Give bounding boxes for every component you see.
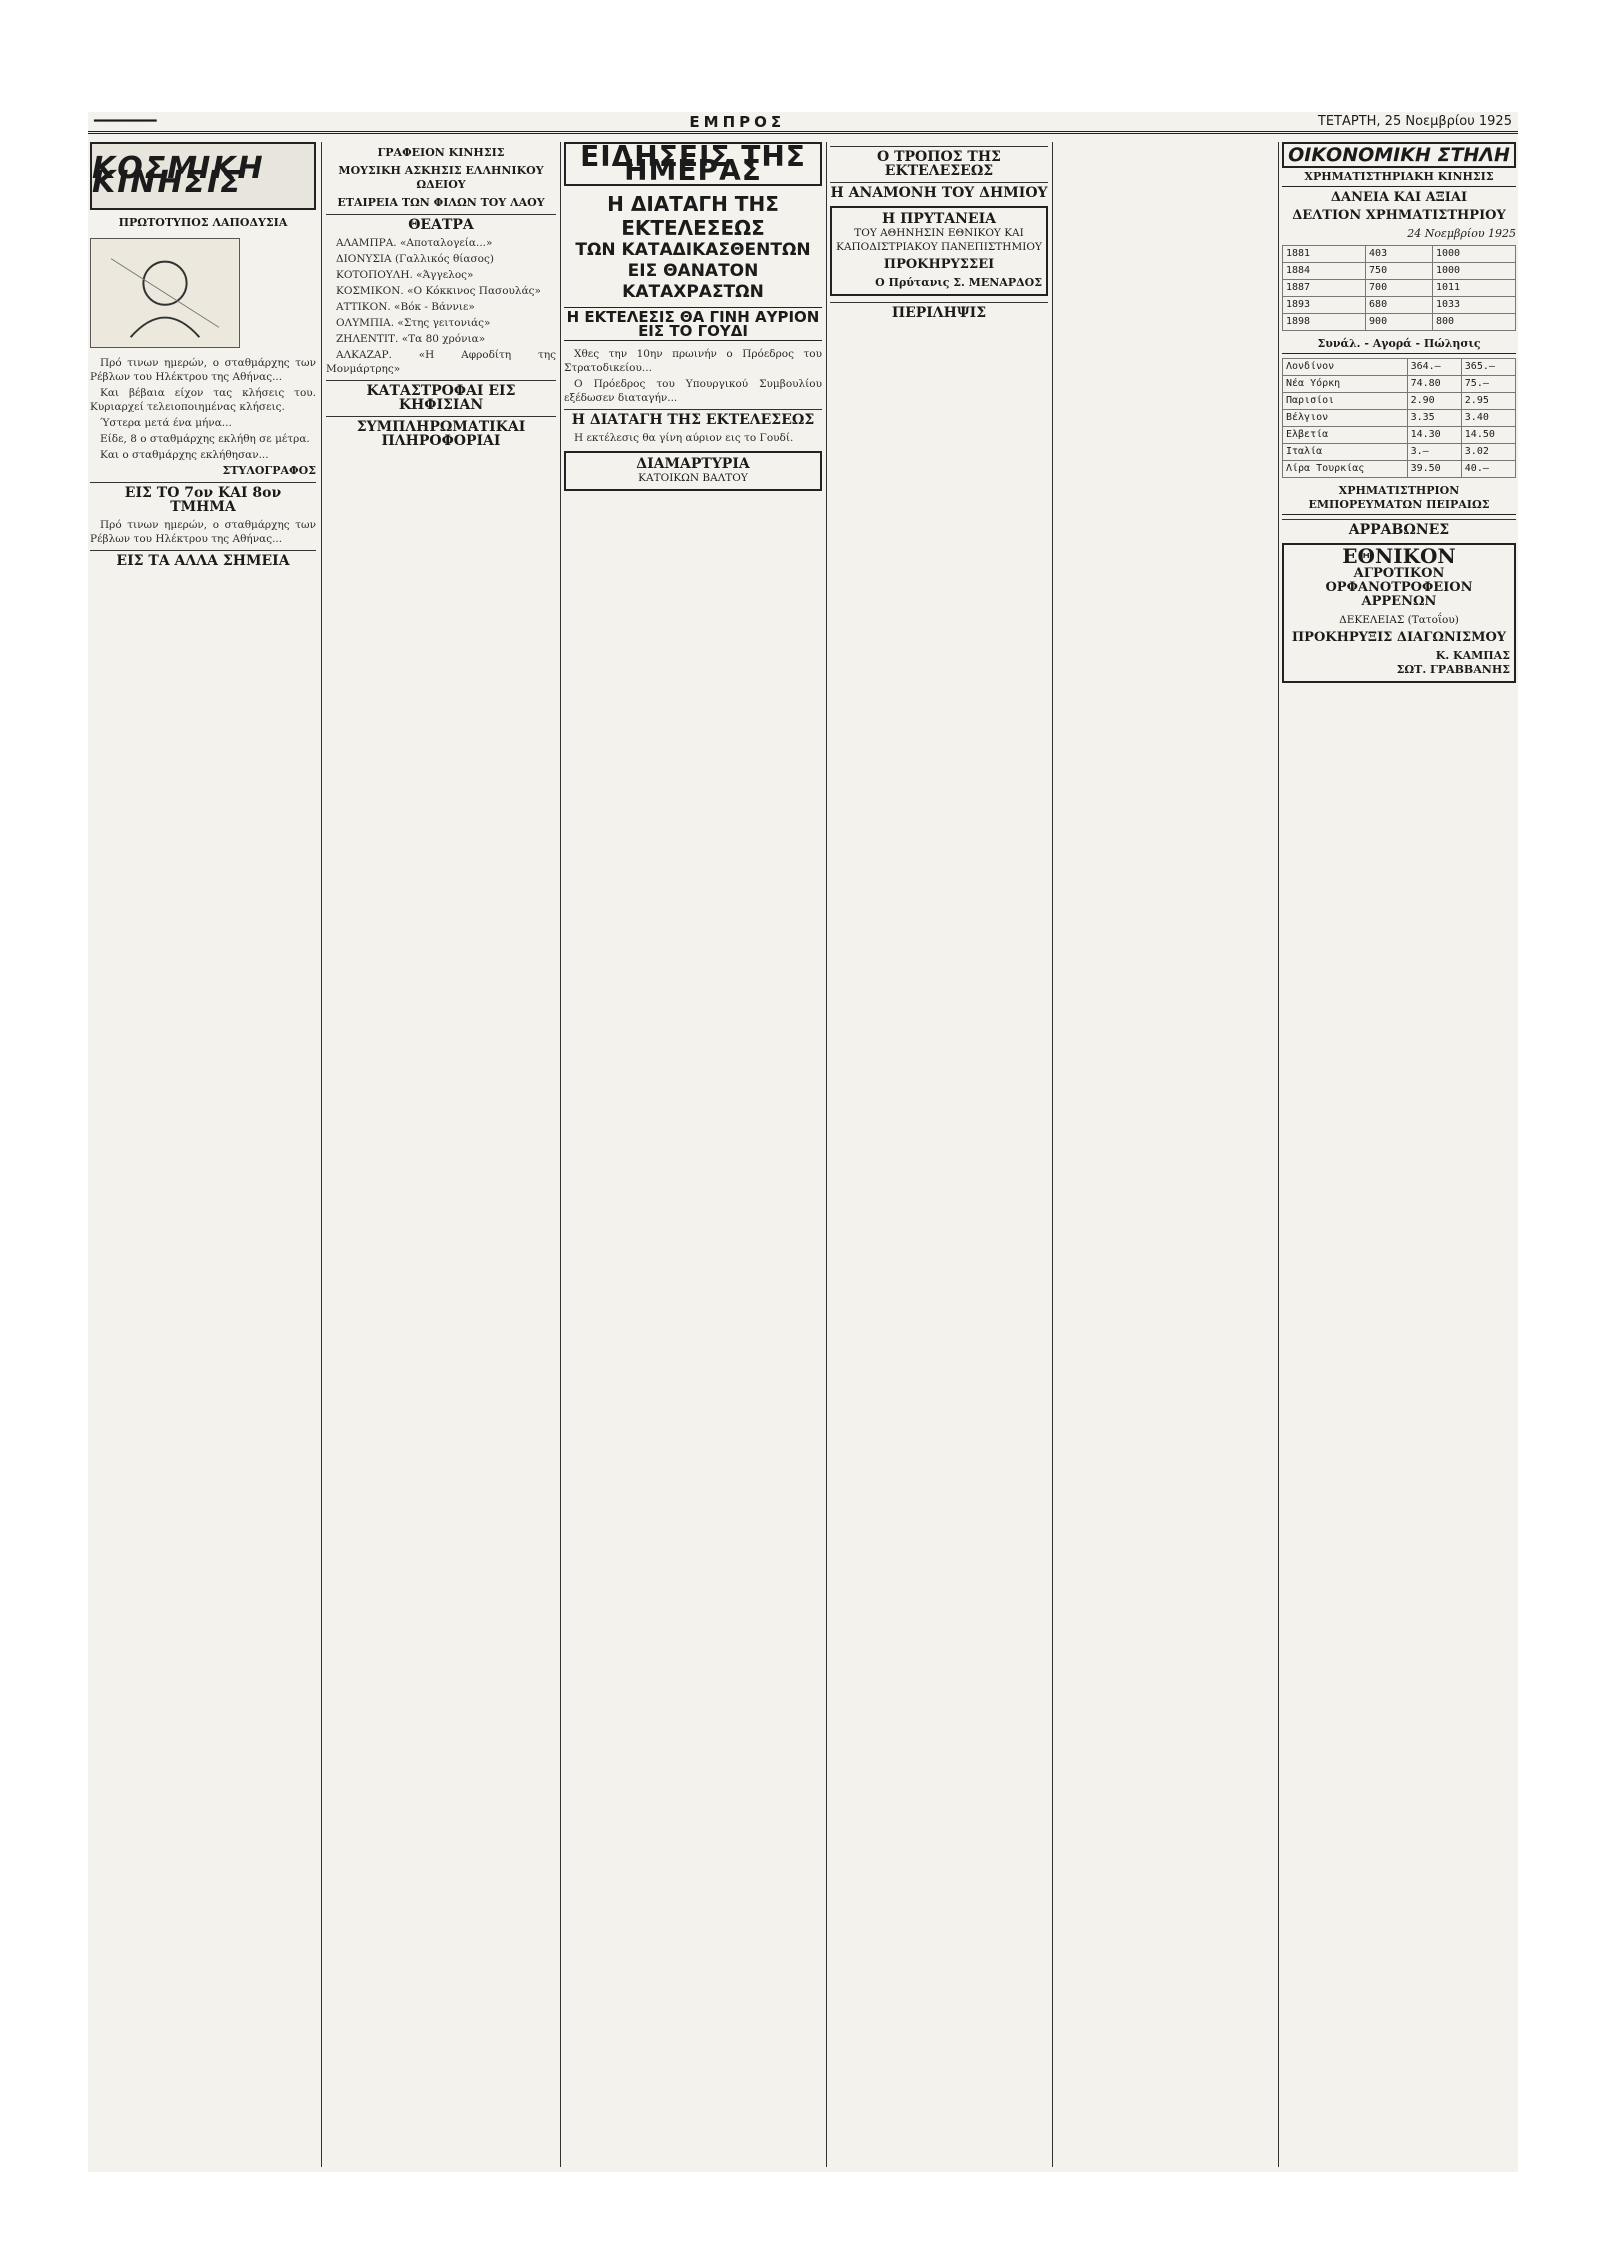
illustration-image bbox=[90, 238, 240, 348]
theatre-item: ΚΟΣΜΙΚΟΝ. «Ο Κόκκινος Πασουλάς» bbox=[336, 285, 541, 297]
column-execution bbox=[830, 142, 1048, 2167]
protest-box-title: ΔΙΑΜΑΡΤΥΡΙΑ bbox=[636, 456, 750, 472]
briefs-head: ΕΤΑΙΡΕΙΑ ΤΩΝ ΦΙΛΩΝ ΤΟΥ ΛΑΟΥ bbox=[337, 196, 545, 209]
currency-table-head: Συνάλ. - Αγορά - Πώλησις bbox=[1282, 335, 1516, 354]
table-row: Παρισίοι 2.90 2.95 bbox=[1283, 393, 1516, 410]
society-signature: ΣΤΥΛΟΓΡΑΦΟΣ bbox=[222, 464, 316, 477]
theatre-item: ΟΛΥΜΠΙΑ. «Στης γειτονιάς» bbox=[336, 317, 491, 329]
execution-subhead: Η ΑΝΑΜΟΝΗ ΤΟΥ ΔΗΜΙΟΥ bbox=[830, 182, 1048, 200]
main-kicker: Η ΕΚΤΕΛΕΣΙΣ ΘΑ ΓΙΝΗ ΑΥΡΙΟΝ ΕΙΣ ΤΟ ΓΟΥΔΙ bbox=[564, 307, 822, 341]
rectorate-notice bbox=[830, 206, 1048, 296]
summary-head: ΠΕΡΙΛΗΨΙΣ bbox=[830, 302, 1048, 320]
commodities-exchange-head: ΧΡΗΜΑΤΙΣΤΗΡΙΟΝ ΕΜΠΟΡΕΥΜΑΤΩΝ ΠΕΙΡΑΙΩΣ bbox=[1282, 482, 1516, 515]
issue-date: ΤΕΤΑΡΤΗ, 25 Νοεμβρίου 1925 bbox=[1317, 114, 1512, 129]
orphanage-title: ΕΘΝΙΚΟΝ bbox=[1342, 544, 1456, 568]
exchange-movement-head: ΧΡΗΜΑΤΙΣΤΗΡΙΑΚΗ ΚΙΝΗΣΙΣ bbox=[1282, 168, 1516, 187]
exchange-bulletin-head: ΔΕΛΤΙΟΝ ΧΡΗΜΑΤΙΣΤΗΡΙΟΥ bbox=[1292, 208, 1506, 223]
rectorate-proclaims: ΠΡΟΚΗΡΥΣΣΕΙ bbox=[883, 257, 995, 272]
society-paragraph: Και βέβαια είχον τας κλήσεις του. Κυριαρχεί τελειοποιημένας κλήσεις. bbox=[90, 387, 316, 413]
briefs-head: ΜΟΥΣΙΚΗ ΑΣΚΗΣΙΣ ΕΛΛΗΝΙΚΟΥ ΩΔΕΙΟΥ bbox=[338, 164, 544, 191]
society-subhead: ΕΙΣ ΤΟ 7ον ΚΑΙ 8ον ΤΜΗΜΑ bbox=[90, 482, 316, 514]
orphanage-notice bbox=[1282, 543, 1516, 683]
column-rule bbox=[1052, 142, 1053, 2167]
main-headline: Η ΔΙΑΤΑΓΗ ΤΗΣ ΕΚΤΕΛΕΣΕΩΣ bbox=[607, 192, 779, 240]
news-paragraph: Χθες την 10ην πρωινήν ο Πρόεδρος του Στρατοδικείου... bbox=[564, 348, 822, 374]
table-row: Ελβετία 14.30 14.50 bbox=[1283, 427, 1516, 444]
orphanage-subtitle: ΑΓΡΟΤΙΚΟΝ ΟΡΦΑΝΟΤΡΟΦΕΙΟΝ ΑΡΡΕΝΩΝ bbox=[1325, 566, 1473, 609]
column-society bbox=[90, 142, 316, 2167]
news-subhead: Η ΔΙΑΤΑΓΗ ΤΗΣ ΕΚΤΕΛΕΣΕΩΣ bbox=[564, 409, 822, 427]
column-news-briefs bbox=[326, 142, 556, 2167]
theatre-item: ΑΛΚΑΖΑΡ. «Η Αφροδίτη της Μονμάρτρης» bbox=[326, 349, 556, 375]
orphanage-place: ΔΕΚΕΛΕΙΑΣ (Τατοΐου) bbox=[1339, 614, 1459, 626]
theatre-item: ΑΤΤΙΚΟΝ. «Βόκ - Βάννιε» bbox=[336, 301, 475, 313]
society-paragraph: Πρό τινων ημερών, ο σταθμάρχης των Ρέβλων του Ηλέκτρου της Αθήνας... bbox=[90, 519, 316, 545]
society-column-title: ΚΟΣΜΙΚΗ ΚΙΝΗΣΙΣ bbox=[90, 142, 316, 210]
loans-table bbox=[1282, 245, 1516, 331]
rectorate-title: Η ΠΡΥΤΑΝΕΙΑ bbox=[881, 211, 996, 227]
newspaper-page bbox=[88, 112, 1518, 2172]
theatre-item: ΖΗΛΕΝΤΙΤ. «Τα 80 χρόνια» bbox=[336, 333, 486, 345]
column-economic bbox=[1282, 142, 1516, 2167]
main-subheadline: ΤΩΝ ΚΑΤΑΔΙΚΑΣΘΕΝΤΩΝ ΕΙΣ ΘΑΝΑΤΟΝ ΚΑΤΑΧΡΑΣΤΩΝ bbox=[575, 240, 811, 302]
paper-name: ΕΜΠΡΟΣ bbox=[689, 112, 786, 131]
table-row: 1898 900 800 bbox=[1283, 314, 1516, 331]
masthead bbox=[88, 112, 1518, 134]
spacer bbox=[1056, 142, 1274, 148]
rectorate-body: ΤΟΥ ΑΘΗΝΗΣΙΝ ΕΘΝΙΚΟΥ ΚΑΙ ΚΑΠΟΔΙΣΤΡΙΑΚΟΥ ΠΑΝΕΠΙΣΤΗΜΙΟΥ bbox=[836, 227, 1042, 253]
orphanage-signature: Κ. ΚΑΜΠΑΣ bbox=[1435, 649, 1510, 662]
society-paragraph: Και ο σταθμάρχης εκλήθησαν... bbox=[100, 449, 269, 461]
theatre-head: ΘΕΑΤΡΑ bbox=[326, 214, 556, 232]
society-section-head: ΠΡΩΤΟΤΥΠΟΣ ΛΑΠΟΔΥΣΙΑ bbox=[118, 216, 288, 229]
economic-column-title: ΟΙΚΟΝΟΜΙΚΗ ΣΤΗΛΗ bbox=[1282, 142, 1516, 168]
table-row: 1893 680 1033 bbox=[1283, 297, 1516, 314]
table-row: Λίρα Τουρκίας 39.50 40.— bbox=[1283, 461, 1516, 478]
table-row: Ιταλία 3.— 3.02 bbox=[1283, 444, 1516, 461]
news-paragraph: Ο Πρόεδρος του Υπουργικού Συμβουλίου εξέδωσεν διαταγήν... bbox=[564, 378, 822, 404]
table-row: 1881 403 1000 bbox=[1283, 246, 1516, 263]
loans-values-head: ΔΑΝΕΙΑ ΚΑΙ ΑΞΙΑΙ bbox=[1330, 190, 1468, 205]
table-row: Λονδίνον 364.— 365.— bbox=[1283, 359, 1516, 376]
engagements-head: ΑΡΡΑΒΩΝΕΣ bbox=[1282, 519, 1516, 537]
protest-box bbox=[564, 451, 822, 491]
table-row: Βέλγιον 3.35 3.40 bbox=[1283, 410, 1516, 427]
society-paragraph: Ύστερα μετά ένα μήνα... bbox=[100, 417, 232, 429]
column-rule bbox=[1278, 142, 1279, 2167]
table-row: 1887 700 1011 bbox=[1283, 280, 1516, 297]
table-row: 1884 750 1000 bbox=[1283, 263, 1516, 280]
bulletin-date: 24 Νοεμβρίου 1925 bbox=[1407, 227, 1516, 240]
society-paragraph: Είδε, 8 ο σταθμάρχης εκλήθη σε μέτρα. bbox=[100, 433, 310, 445]
briefs-head: ΓΡΑΦΕΙΟΝ ΚΙΝΗΣΙΣ bbox=[377, 146, 505, 159]
theatre-item: ΚΟΤΟΠΟΥΛΗ. «Άγγελος» bbox=[336, 269, 474, 281]
column-rule bbox=[321, 142, 322, 2167]
orphanage-signature-secretary: ΣΩΤ. ΓΡΑΒΒΑΝΗΣ bbox=[1396, 663, 1510, 676]
society-subhead: ΕΙΣ ΤΑ ΑΛΛΑ ΣΗΜΕΙΑ bbox=[90, 550, 316, 568]
orphanage-competition: ΠΡΟΚΗΡΥΞΙΣ ΔΙΑΓΩΝΙΣΜΟΥ bbox=[1291, 630, 1507, 645]
currency-table bbox=[1282, 358, 1516, 478]
column-rule bbox=[560, 142, 561, 2167]
news-paragraph: Η εκτέλεσις θα γίνη αύριον εις το Γουδί. bbox=[574, 432, 794, 444]
protest-box-subtitle: ΚΑΤΟΙΚΩΝ ΒΑΛΤΟΥ bbox=[638, 472, 748, 484]
news-of-day-title: ΕΙΔΗΣΕΙΣ ΤΗΣ ΗΜΕΡΑΣ bbox=[564, 142, 822, 186]
column-news-of-day bbox=[564, 142, 822, 2167]
rectorate-signature: Ο Πρύτανις Σ. ΜΕΝΑΡΔΟΣ bbox=[875, 276, 1042, 289]
table-row: Νέα Υόρκη 74.80 75.— bbox=[1283, 376, 1516, 393]
execution-subhead: Ο ΤΡΟΠΟΣ ΤΗΣ ΕΚΤΕΛΕΣΕΩΣ bbox=[830, 146, 1048, 178]
society-paragraph: Πρό τινων ημερών, ο σταθμάρχης των Ρέβλων του Ηλέκτρου της Αθήνας... bbox=[90, 357, 316, 383]
theatre-item: ΔΙΟΝΥΣΙΑ (Γαλλικός θίασος) bbox=[336, 253, 494, 265]
column-rule bbox=[826, 142, 827, 2167]
briefs-head: ΣΥΜΠΛΗΡΩΜΑΤΙΚΑΙ ΠΛΗΡΟΦΟΡΙΑΙ bbox=[326, 416, 556, 448]
theatre-item: ΑΛΑΜΠΡΑ. «Αποταλογεία...» bbox=[336, 237, 493, 249]
briefs-head: ΚΑΤΑΣΤΡΟΦΑΙ ΕΙΣ ΚΗΦΙΣΙΑΝ bbox=[326, 380, 556, 412]
masthead-left-rule: ━━━━━━━━ bbox=[94, 114, 157, 129]
column-continuation bbox=[1056, 142, 1274, 2167]
